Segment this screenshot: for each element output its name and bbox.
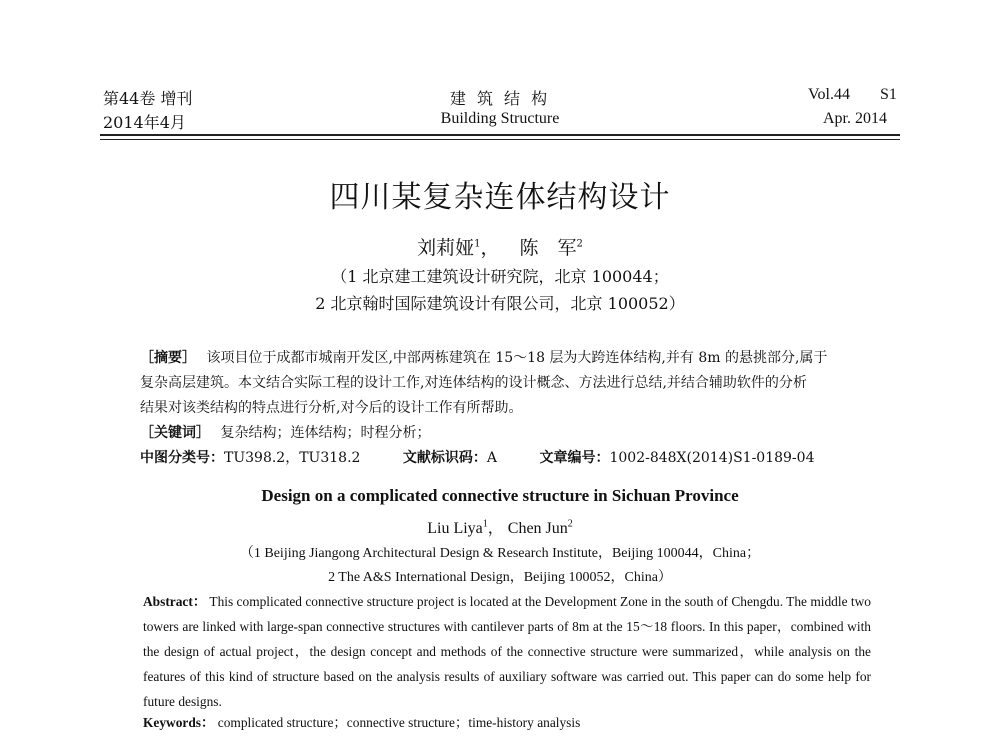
abstract-en — [143, 589, 871, 714]
title-cn: 四川某复杂连体结构设计 — [329, 180, 671, 215]
affiliation-cn-2: 2 北京翰时国际建筑设计有限公司，北京 100052） — [315, 294, 685, 313]
header-rule-thick — [100, 134, 900, 136]
keywords-en — [143, 712, 580, 731]
affiliation-cn-1: （1 北京建工建筑设计研究院，北京 100044； — [331, 267, 669, 286]
authors-en — [0, 515, 1000, 538]
article-no-value: 1002-848X(2014)S1-0189-04 — [609, 450, 815, 466]
classification-row — [140, 446, 814, 470]
abstract-en-text: This complicated connective structure project is located at the Development Zone in the south of Chengdu. The middle two towers are linked with large-span connective structures with cantilever parts of 8m at the 15～18 floors. In this paper，combined with the design of actual project，the design concept and methods of the connective structure were summarized，while analysis on the features of this kind of structure based on the analysis results of auxiliary software was carried out. This paper can do some help for future designs. — [143, 594, 871, 709]
affiliation-en-2: 2 The A&S International Design，Beijing 100052，China） — [328, 570, 672, 585]
affiliation-en-1: （1 Beijing Jiangong Architectural Design & Research Institute，Beijing 100044，China； — [239, 546, 761, 561]
header-rule-thin — [100, 139, 900, 140]
volume-cn: 第44卷 增刊 — [103, 89, 193, 108]
abstract-cn-line-3: 结果对该类结构的特点进行分析,对今后的设计工作有所帮助。 — [140, 400, 523, 416]
date-en: Apr. 2014 — [823, 110, 887, 127]
title-en: Design on a complicated connective structure in Sichuan Province — [261, 486, 739, 505]
author-cn-2: 陈 军$^2$ — [519, 237, 583, 259]
journal-name-cn: 建 筑 结 构 — [449, 89, 551, 108]
date-cn: 2014年4月 — [103, 113, 186, 132]
clc-value: TU398.2，TU318.2 — [224, 450, 361, 466]
keywords-en-label: Keywords： — [143, 715, 215, 730]
abstract-cn-line-1: ［摘要］ 该项目位于成都市城南开发区,中部两栋建筑在 15～18 层为大跨连体结构,并有 8m 的悬挑部分,属于 — [140, 350, 828, 366]
abstract-cn-line-2: 复杂高层建筑。本文结合实际工程的设计工作,对连体结构的设计概念、方法进行总结,并结合辅助软件的分析 — [140, 375, 807, 391]
abstract-en-label: Abstract： — [143, 594, 207, 609]
clc-label: 中图分类号： — [140, 450, 224, 466]
keywords-cn-label: ［关键词］ — [140, 425, 210, 441]
abstract-cn-label: ［摘要］ — [140, 350, 196, 366]
issue-en: S1 — [880, 86, 897, 103]
article-no-label: 文章编号： — [539, 450, 610, 466]
volume-en: Vol.44 — [808, 86, 850, 103]
journal-name-en: Building Structure — [440, 110, 560, 127]
author-cn-1: 刘莉娅$^1$， — [417, 237, 500, 259]
doc-code-label: 文献标识码： — [402, 450, 487, 466]
author-en-2: Chen Jun$^2$ — [507, 518, 573, 537]
keywords-en-text: complicated structure；connective structure；time-history analysis — [217, 715, 581, 730]
doc-code-value: A — [486, 450, 498, 466]
author-en-1: Liu Liya$^1$， — [427, 518, 504, 537]
keywords-cn-text: 复杂结构；连体结构；时程分析； — [220, 425, 431, 441]
keywords-cn — [140, 421, 430, 445]
authors-cn — [0, 233, 1000, 260]
